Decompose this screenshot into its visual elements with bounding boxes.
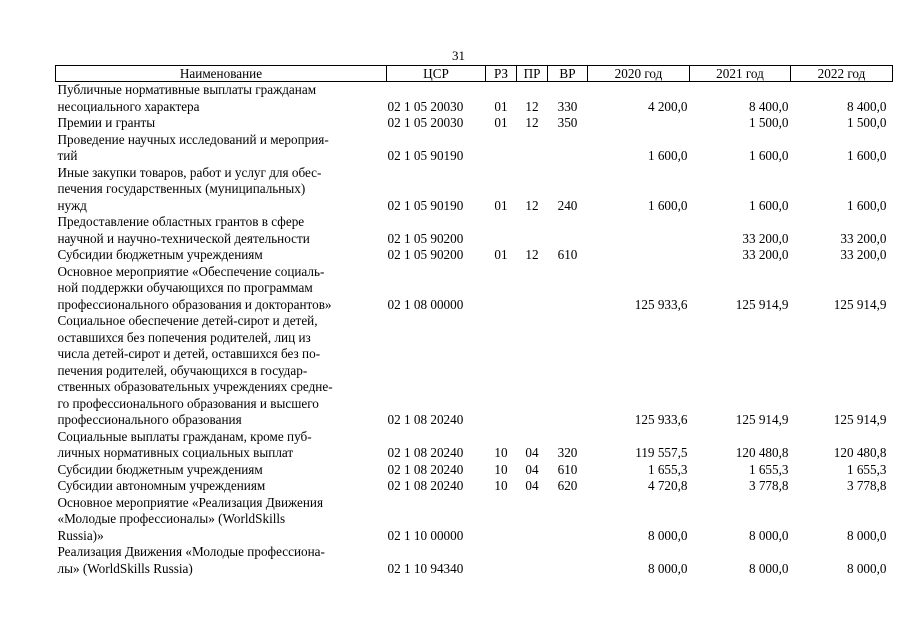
row-name-line: профессионального образования и докторантов»: [57, 296, 332, 312]
row-pr: 12: [525, 98, 539, 114]
row-name: [56, 478, 387, 495]
row-2020: 125 933,6: [634, 412, 688, 427]
row-2020: 1 600,0: [647, 197, 688, 213]
row-name-line: лы» (WorldSkills Russia): [57, 560, 193, 576]
table-row: [56, 214, 893, 247]
row-csr: 02 1 08 20240: [387, 412, 464, 427]
table-row: [56, 495, 893, 545]
row-name-line: Социальное обеспечение детей-сирот и детей,: [57, 313, 318, 328]
table-row: [56, 132, 893, 165]
row-2021: 8 000,0: [748, 560, 789, 576]
table-row: [56, 82, 893, 116]
header-rz: РЗ: [486, 66, 517, 82]
row-name-line: печения государственных (муниципальных): [57, 181, 306, 196]
row-2022: 125 914,9: [833, 412, 887, 427]
row-name-line: Субсидии бюджетным учреждениям: [57, 247, 263, 262]
row-csr: 02 1 08 20240: [387, 461, 464, 477]
header-pr: ПР: [517, 66, 548, 82]
row-2020: 125 933,6: [634, 296, 688, 312]
row-name: [56, 264, 387, 314]
row-pr: [517, 495, 548, 545]
row-2022: 8 400,0: [846, 98, 887, 114]
row-2022: 8 000,0: [846, 527, 887, 543]
row-2022: 33 200,0: [840, 230, 887, 246]
row-2021: 1 600,0: [748, 197, 789, 213]
row-name-line: Публичные нормативные выплаты гражданам: [57, 82, 317, 97]
row-name-line: числа детей-сирот и детей, оставшихся без по-: [57, 346, 321, 361]
row-2022: 120 480,8: [833, 445, 887, 460]
row-pr: 12: [525, 247, 539, 262]
row-name: [56, 115, 387, 132]
row-name-line: несоциального характера: [57, 98, 200, 114]
row-pr: [517, 214, 548, 247]
row-pr: [517, 544, 548, 577]
row-name-line: Основное мероприятие «Обеспечение социаль-: [57, 263, 325, 279]
row-name: [56, 544, 387, 577]
row-2020: 8 000,0: [647, 560, 688, 576]
page-number: 31: [452, 48, 465, 63]
row-2020: 4 720,8: [647, 478, 688, 493]
row-vr: 320: [557, 445, 578, 460]
row-name: [56, 429, 387, 462]
row-vr: [548, 313, 588, 429]
row-rz: 10: [494, 461, 508, 477]
row-name-line: Иные закупки товаров, работ и услуг для обес-: [57, 164, 322, 180]
row-vr: 350: [557, 115, 578, 130]
row-csr: 02 1 05 90200: [387, 247, 464, 262]
row-name-line: «Молодые профессионалы» (WorldSkills: [57, 511, 286, 526]
row-name-line: печения родителей, обучающихся в государ-: [57, 362, 308, 378]
row-name-line: Субсидии автономным учреждениям: [57, 478, 266, 493]
row-2020: 4 200,0: [647, 98, 688, 114]
row-vr: 330: [557, 98, 578, 114]
header-2020: 2020 год: [588, 66, 690, 82]
row-name-line: личных нормативных социальных выплат: [57, 445, 294, 460]
row-2020: 1 655,3: [647, 461, 688, 477]
row-name-line: Основное мероприятие «Реализация Движения: [57, 494, 324, 510]
row-name-line: Russia)»: [57, 527, 104, 543]
row-2022: 125 914,9: [833, 296, 887, 312]
row-2021: 33 200,0: [742, 230, 789, 246]
header-2022: 2022 год: [791, 66, 893, 82]
row-vr: 620: [557, 478, 578, 493]
table-row: [56, 115, 893, 132]
row-pr: [517, 132, 548, 165]
row-rz: 01: [494, 115, 508, 130]
header-name: Наименование: [56, 66, 387, 82]
row-rz: 01: [494, 247, 508, 262]
row-name: [56, 82, 387, 116]
row-vr: 610: [557, 461, 578, 477]
table-body: [56, 82, 893, 578]
row-vr: [548, 132, 588, 165]
row-name-line: научной и научно-технической деятельности: [57, 230, 310, 246]
row-pr: 04: [525, 461, 539, 477]
row-vr: [548, 214, 588, 247]
row-csr: 02 1 10 94340: [387, 560, 464, 576]
header-row: [56, 66, 893, 82]
row-pr: [517, 313, 548, 429]
row-name-line: Социальные выплаты гражданам, кроме пуб-: [57, 428, 312, 444]
row-rz: [486, 495, 517, 545]
row-csr: 02 1 08 00000: [387, 296, 464, 312]
row-csr: 02 1 08 20240: [387, 478, 464, 493]
row-rz: 01: [494, 197, 508, 213]
row-name: [56, 165, 387, 215]
row-2021: 125 914,9: [735, 296, 789, 312]
header-vr: ВР: [548, 66, 588, 82]
table-row: [56, 462, 893, 479]
row-name-line: Субсидии бюджетным учреждениям: [57, 461, 263, 477]
row-2020: 1 600,0: [647, 148, 688, 163]
row-pr: 04: [525, 445, 539, 460]
row-2021: 120 480,8: [735, 445, 789, 460]
row-name-line: Предоставление областных грантов в сфере: [57, 214, 305, 229]
row-2020: [588, 247, 690, 264]
row-name: [56, 495, 387, 545]
row-2022: 8 000,0: [846, 560, 887, 576]
row-2022: 1 500,0: [846, 115, 887, 130]
row-rz: 01: [494, 98, 508, 114]
row-name: [56, 247, 387, 264]
row-csr: 02 1 05 20030: [387, 115, 464, 130]
row-2022: 3 778,8: [846, 478, 887, 493]
row-csr: 02 1 05 20030: [387, 98, 464, 114]
row-2022: 1 600,0: [846, 197, 887, 213]
row-name-line: Проведение научных исследований и мероприя-: [57, 131, 329, 147]
row-2021: 8 000,0: [748, 527, 789, 543]
row-name: [56, 313, 387, 429]
row-csr: 02 1 10 00000: [387, 527, 464, 543]
table-row: [56, 478, 893, 495]
table-row: [56, 544, 893, 577]
row-2020: [588, 115, 690, 132]
row-name-line: Реализация Движения «Молодые профессиона-: [57, 544, 325, 559]
row-2022: 1 600,0: [846, 148, 887, 163]
row-name-line: профессионального образования: [57, 412, 242, 427]
table-row: [56, 313, 893, 429]
table-row: [56, 429, 893, 462]
row-2021: 8 400,0: [748, 98, 789, 114]
row-2021: 1 600,0: [748, 148, 789, 163]
row-pr: 12: [525, 115, 539, 130]
row-name-line: ственных образовательных учреждениях средне-: [57, 379, 333, 394]
table-row: [56, 247, 893, 264]
row-name: [56, 214, 387, 247]
row-vr: 240: [557, 197, 578, 213]
row-2020: [588, 214, 690, 247]
row-2020: 119 557,5: [635, 445, 688, 460]
row-pr: [517, 264, 548, 314]
row-csr: 02 1 05 90190: [387, 148, 464, 163]
row-2022: 1 655,3: [846, 461, 887, 477]
table-row: [56, 264, 893, 314]
budget-table: [55, 65, 893, 577]
row-name: [56, 132, 387, 165]
row-name-line: Премии и гранты: [57, 115, 156, 130]
table-row: [56, 165, 893, 215]
row-pr: 04: [525, 478, 539, 493]
row-rz: [486, 544, 517, 577]
row-2021: 1 500,0: [748, 115, 789, 130]
row-2021: 33 200,0: [742, 247, 789, 262]
row-name: [56, 462, 387, 479]
row-vr: [548, 544, 588, 577]
row-name-line: оставшихся без попечения родителей, лиц из: [57, 329, 311, 345]
row-2021: 1 655,3: [748, 461, 789, 477]
header-csr: ЦСР: [387, 66, 486, 82]
row-name-line: тий: [57, 148, 78, 163]
row-2021: 125 914,9: [735, 412, 789, 427]
row-name-line: го профессионального образования и высшего: [57, 395, 319, 411]
row-name-line: ной поддержки обучающихся по программам: [57, 280, 313, 295]
row-2022: 33 200,0: [840, 247, 887, 262]
row-rz: [486, 214, 517, 247]
row-rz: [486, 313, 517, 429]
row-vr: [548, 495, 588, 545]
row-rz: 10: [494, 445, 508, 460]
header-2021: 2021 год: [690, 66, 791, 82]
row-vr: 610: [557, 247, 578, 262]
row-rz: [486, 264, 517, 314]
row-vr: [548, 264, 588, 314]
row-2020: 8 000,0: [647, 527, 688, 543]
row-csr: 02 1 08 20240: [387, 445, 464, 460]
row-csr: 02 1 05 90190: [387, 197, 464, 213]
row-2021: 3 778,8: [748, 478, 789, 493]
row-rz: 10: [494, 478, 508, 493]
row-rz: [486, 132, 517, 165]
row-pr: 12: [525, 197, 539, 213]
row-name-line: нужд: [57, 197, 87, 213]
row-csr: 02 1 05 90200: [387, 230, 464, 246]
